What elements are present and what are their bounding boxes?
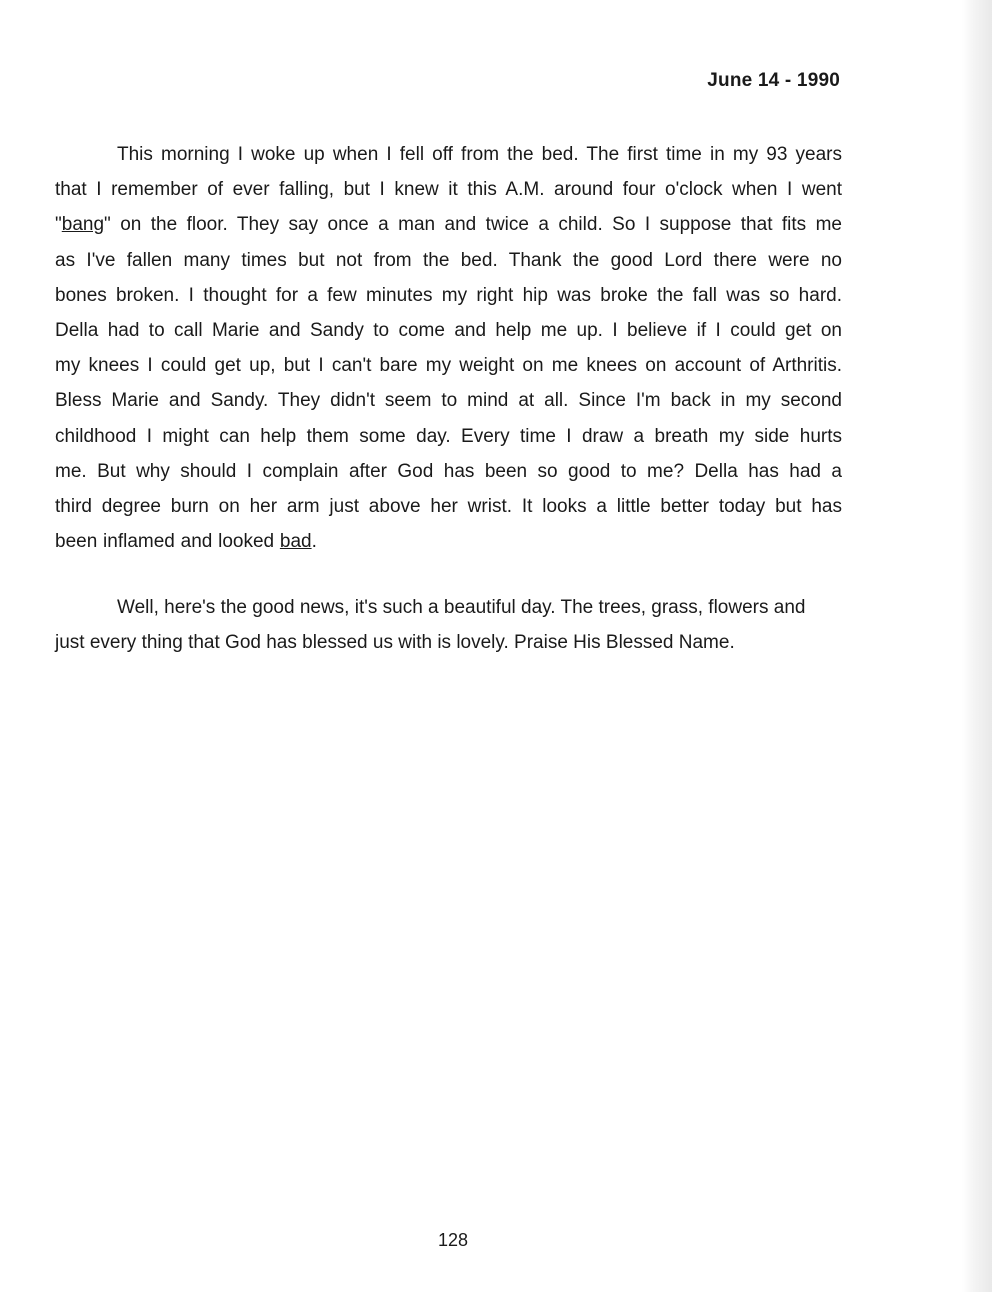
text-line: third degree burn on her arm just above her wrist. It looks a little better today but has — [55, 496, 842, 518]
page-edge-shadow — [962, 0, 992, 1292]
paragraph-1 — [55, 137, 842, 559]
text-line: This morning I woke up when I fell off from the bed. The first time in my 93 years — [117, 144, 842, 165]
entry-date: June 14 - 1990 — [707, 70, 840, 91]
underlined-word: bang — [61, 214, 105, 236]
text-fragment: " on the floor. They say once a man and twice a child. So I suppose that fits me — [104, 214, 842, 236]
text-line: just every thing that God has blessed us with is lovely. Praise His Blessed Name. — [55, 632, 735, 654]
underlined-word: bad — [279, 531, 312, 553]
text-fragment: been inflamed and looked — [55, 531, 280, 553]
text-line: Della had to call Marie and Sandy to come and help me up. I believe if I could get on — [55, 320, 842, 342]
open-quote: " — [55, 214, 62, 236]
text-line: childhood I might can help them some day. Every time I draw a breath my side hurts — [55, 425, 842, 447]
text-line: Well, here's the good news, it's such a beautiful day. The trees, grass, flowers and — [117, 597, 806, 618]
text-line: me. But why should I complain after God has been so good to me? Della has had a — [55, 460, 842, 482]
text-fragment: . — [311, 531, 317, 553]
text-line: Bless Marie and Sandy. They didn't seem to mind at all. Since I'm back in my second — [55, 390, 842, 412]
text-line: as I've fallen many times but not from the bed. Thank the good Lord there were no — [55, 249, 842, 271]
text-line — [55, 207, 842, 242]
text-line: bones broken. I thought for a few minutes my right hip was broke the fall was so hard. — [55, 284, 842, 306]
text-line: my knees I could get up, but I can't bare my weight on me knees on account of Arthritis. — [55, 355, 842, 377]
page-number: 128 — [437, 1230, 469, 1250]
text-line: that I remember of ever falling, but I knew it this A.M. around four o'clock when I went — [55, 179, 842, 201]
text-line — [55, 524, 842, 559]
paragraph-2 — [55, 590, 842, 660]
